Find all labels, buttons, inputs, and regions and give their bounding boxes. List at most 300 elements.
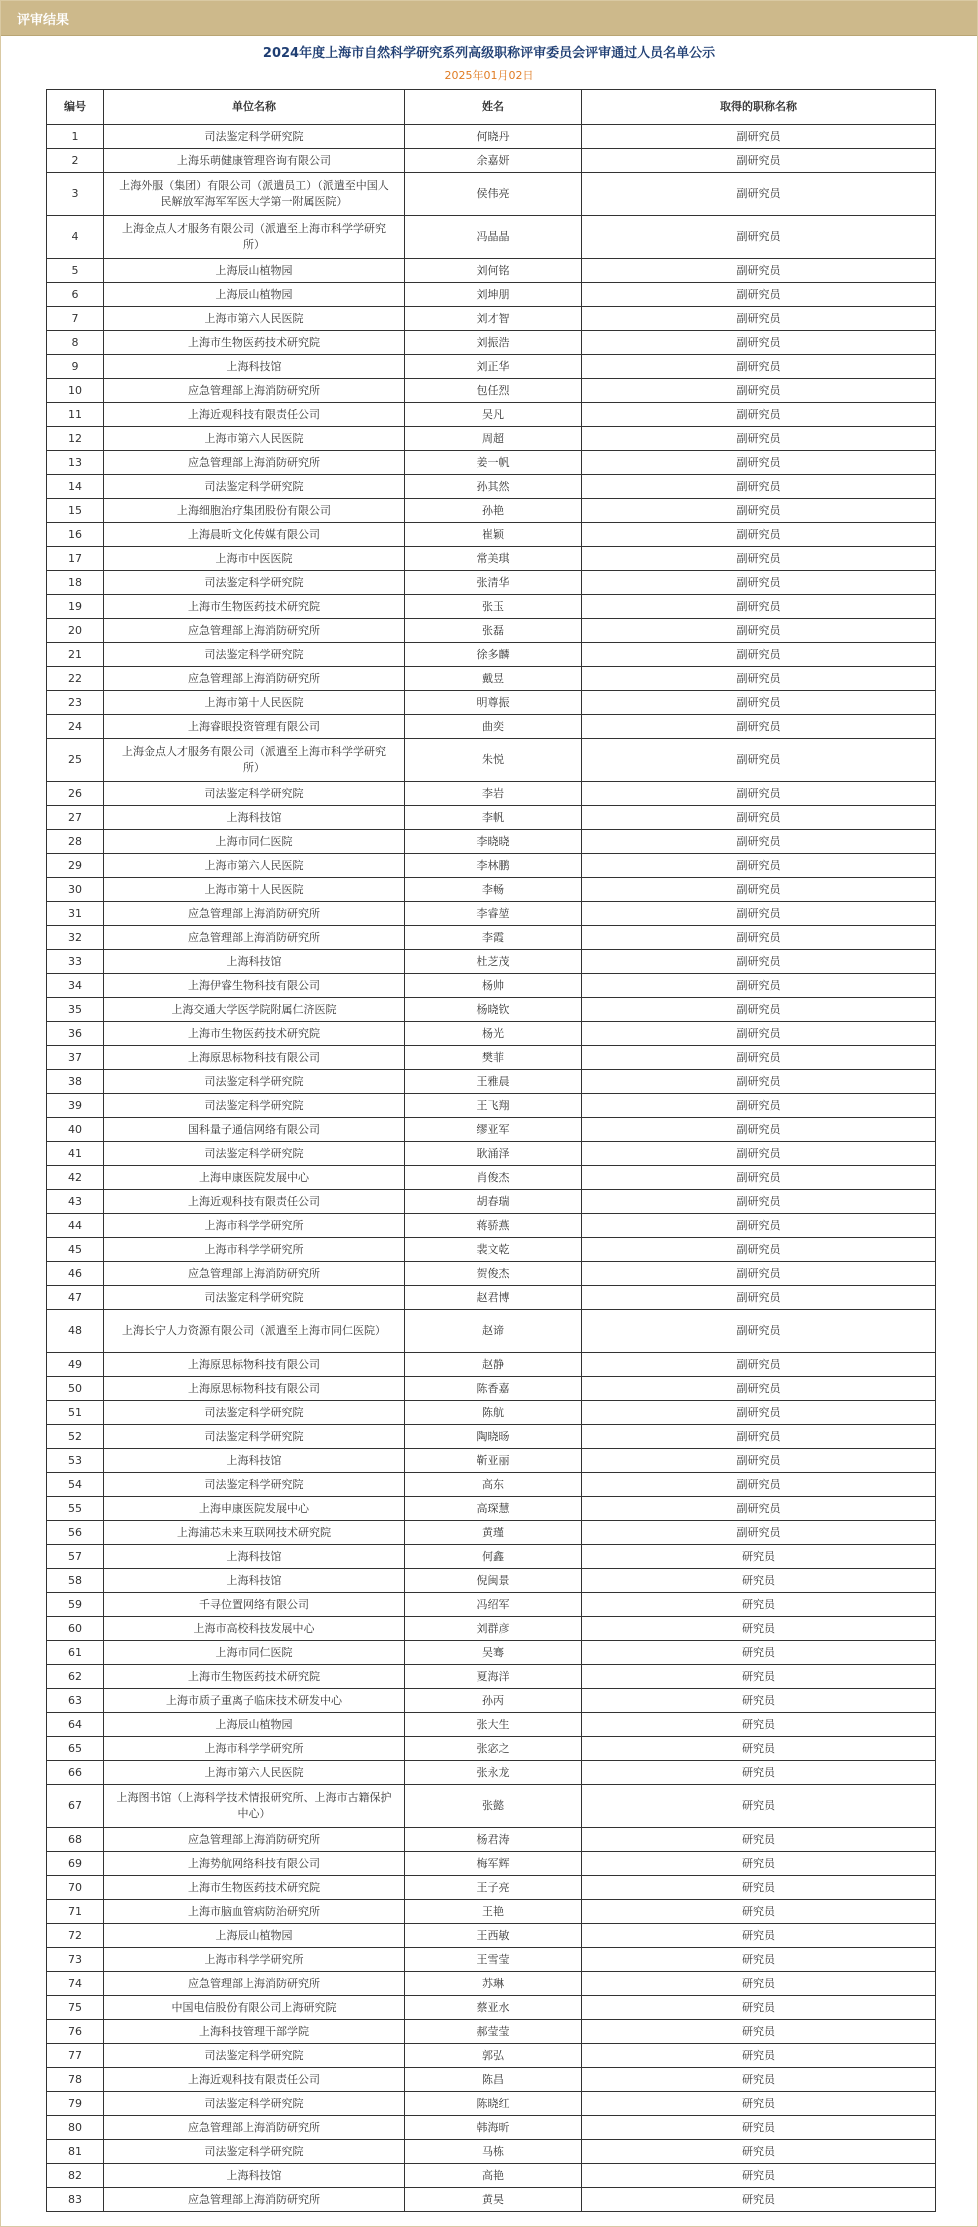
row-title: 副研究员	[582, 571, 936, 595]
row-name: 苏琳	[405, 1972, 582, 1996]
row-unit: 上海辰山植物园	[104, 283, 405, 307]
row-unit: 司法鉴定科学研究院	[104, 2092, 405, 2116]
row-title: 副研究员	[582, 974, 936, 998]
row-title: 副研究员	[582, 523, 936, 547]
row-name: 张懿	[405, 1785, 582, 1828]
row-unit: 上海市生物医药技术研究院	[104, 1022, 405, 1046]
row-unit: 上海长宁人力资源有限公司（派遣至上海市同仁医院）	[104, 1310, 405, 1353]
table-row	[47, 1900, 936, 1924]
row-unit: 司法鉴定科学研究院	[104, 1094, 405, 1118]
table-row	[47, 427, 936, 451]
row-name: 张宓之	[405, 1737, 582, 1761]
row-title: 副研究员	[582, 1310, 936, 1353]
row-name: 陶晓旸	[405, 1425, 582, 1449]
table-row	[47, 1046, 936, 1070]
row-name: 樊菲	[405, 1046, 582, 1070]
row-number: 38	[47, 1070, 104, 1094]
row-unit: 上海市高校科技发展中心	[104, 1617, 405, 1641]
table-row	[47, 1948, 936, 1972]
table-row	[47, 1737, 936, 1761]
row-title: 副研究员	[582, 1449, 936, 1473]
row-name: 朱悦	[405, 739, 582, 782]
row-unit: 上海市第十人民医院	[104, 878, 405, 902]
row-number: 8	[47, 331, 104, 355]
row-name: 张永龙	[405, 1761, 582, 1785]
row-title: 副研究员	[582, 499, 936, 523]
row-number: 20	[47, 619, 104, 643]
row-name: 高艳	[405, 2164, 582, 2188]
row-name: 侯伟亮	[405, 173, 582, 216]
row-title: 副研究员	[582, 739, 936, 782]
row-name: 胡春瑞	[405, 1190, 582, 1214]
row-name: 吴凡	[405, 403, 582, 427]
row-unit: 中国电信股份有限公司上海研究院	[104, 1996, 405, 2020]
table-row	[47, 950, 936, 974]
row-unit: 上海市科学学研究所	[104, 1737, 405, 1761]
row-title: 副研究员	[582, 782, 936, 806]
row-title: 研究员	[582, 2044, 936, 2068]
row-unit: 上海近观科技有限责任公司	[104, 2068, 405, 2092]
row-number: 67	[47, 1785, 104, 1828]
table-row	[47, 216, 936, 259]
table-row	[47, 902, 936, 926]
row-name: 杜芝茂	[405, 950, 582, 974]
row-number: 19	[47, 595, 104, 619]
row-unit: 应急管理部上海消防研究所	[104, 379, 405, 403]
table-row	[47, 1238, 936, 1262]
row-title: 研究员	[582, 1569, 936, 1593]
row-title: 研究员	[582, 2020, 936, 2044]
row-number: 27	[47, 806, 104, 830]
row-unit: 上海科技馆	[104, 1545, 405, 1569]
row-name: 李霞	[405, 926, 582, 950]
row-number: 36	[47, 1022, 104, 1046]
table-row	[47, 1545, 936, 1569]
row-name: 贺俊杰	[405, 1262, 582, 1286]
table-row	[47, 1569, 936, 1593]
row-title: 副研究员	[582, 307, 936, 331]
row-name: 刘振浩	[405, 331, 582, 355]
row-title: 副研究员	[582, 475, 936, 499]
row-number: 31	[47, 902, 104, 926]
row-name: 李帆	[405, 806, 582, 830]
row-unit: 上海市同仁医院	[104, 1641, 405, 1665]
table-row	[47, 854, 936, 878]
table-row	[47, 173, 936, 216]
row-number: 34	[47, 974, 104, 998]
row-unit: 上海睿眼投资管理有限公司	[104, 715, 405, 739]
row-unit: 上海市科学学研究所	[104, 1948, 405, 1972]
row-title: 副研究员	[582, 1142, 936, 1166]
row-title: 副研究员	[582, 1070, 936, 1094]
row-name: 靳亚丽	[405, 1449, 582, 1473]
row-number: 73	[47, 1948, 104, 1972]
table-row	[47, 1497, 936, 1521]
row-number: 51	[47, 1401, 104, 1425]
row-name: 李睿堃	[405, 902, 582, 926]
row-title: 研究员	[582, 1593, 936, 1617]
row-name: 冯绍军	[405, 1593, 582, 1617]
table-row	[47, 1972, 936, 1996]
row-unit: 上海市第六人民医院	[104, 427, 405, 451]
row-unit: 上海科技馆	[104, 806, 405, 830]
table-row	[47, 595, 936, 619]
row-number: 25	[47, 739, 104, 782]
row-unit: 上海市生物医药技术研究院	[104, 1876, 405, 1900]
row-unit: 上海乐萌健康管理咨询有限公司	[104, 149, 405, 173]
row-unit: 上海细胞治疗集团股份有限公司	[104, 499, 405, 523]
row-title: 研究员	[582, 1924, 936, 1948]
table-row	[47, 451, 936, 475]
row-unit: 上海外服（集团）有限公司（派遣员工）（派遣至中国人民解放军海军军医大学第一附属医院）	[104, 173, 405, 216]
row-unit: 应急管理部上海消防研究所	[104, 1262, 405, 1286]
row-unit: 司法鉴定科学研究院	[104, 1286, 405, 1310]
row-title: 研究员	[582, 1641, 936, 1665]
table-row	[47, 283, 936, 307]
row-unit: 上海势航网络科技有限公司	[104, 1852, 405, 1876]
row-number: 40	[47, 1118, 104, 1142]
row-unit: 应急管理部上海消防研究所	[104, 451, 405, 475]
row-name: 周超	[405, 427, 582, 451]
row-title: 副研究员	[582, 667, 936, 691]
row-unit: 上海交通大学医学院附属仁济医院	[104, 998, 405, 1022]
row-unit: 应急管理部上海消防研究所	[104, 926, 405, 950]
table-row	[47, 2092, 936, 2116]
row-number: 9	[47, 355, 104, 379]
table-row	[47, 547, 936, 571]
row-title: 研究员	[582, 1785, 936, 1828]
row-name: 刘坤朋	[405, 283, 582, 307]
section-header-label: 评审结果	[17, 12, 70, 28]
row-number: 29	[47, 854, 104, 878]
row-title: 副研究员	[582, 283, 936, 307]
row-number: 30	[47, 878, 104, 902]
row-unit: 上海图书馆（上海科学技术情报研究所、上海市古籍保护中心）	[104, 1785, 405, 1828]
table-row	[47, 1473, 936, 1497]
row-number: 48	[47, 1310, 104, 1353]
row-title: 副研究员	[582, 878, 936, 902]
row-unit: 上海申康医院发展中心	[104, 1166, 405, 1190]
row-name: 倪闽景	[405, 1569, 582, 1593]
row-name: 冯晶晶	[405, 216, 582, 259]
table-row	[47, 1094, 936, 1118]
table-header-row	[47, 90, 936, 125]
row-title: 研究员	[582, 1852, 936, 1876]
row-unit: 上海市生物医药技术研究院	[104, 1665, 405, 1689]
row-number: 79	[47, 2092, 104, 2116]
table-row	[47, 830, 936, 854]
row-unit: 上海市同仁医院	[104, 830, 405, 854]
row-title: 副研究员	[582, 547, 936, 571]
table-row	[47, 1377, 936, 1401]
table-row	[47, 1353, 936, 1377]
row-title: 研究员	[582, 1713, 936, 1737]
row-title: 研究员	[582, 1900, 936, 1924]
row-number: 59	[47, 1593, 104, 1617]
row-name: 杨君涛	[405, 1828, 582, 1852]
row-title: 副研究员	[582, 355, 936, 379]
table-row	[47, 1593, 936, 1617]
row-number: 47	[47, 1286, 104, 1310]
row-name: 刘何铭	[405, 259, 582, 283]
table-row	[47, 307, 936, 331]
row-name: 陈香嘉	[405, 1377, 582, 1401]
row-unit: 司法鉴定科学研究院	[104, 1142, 405, 1166]
table-row	[47, 1070, 936, 1094]
row-number: 4	[47, 216, 104, 259]
row-number: 63	[47, 1689, 104, 1713]
row-unit: 上海科技馆	[104, 2164, 405, 2188]
table-row	[47, 523, 936, 547]
row-number: 65	[47, 1737, 104, 1761]
table-row	[47, 331, 936, 355]
table-row	[47, 1876, 936, 1900]
row-name: 郭弘	[405, 2044, 582, 2068]
row-name: 余嘉妍	[405, 149, 582, 173]
row-unit: 司法鉴定科学研究院	[104, 643, 405, 667]
row-name: 李晓晓	[405, 830, 582, 854]
table-row	[47, 1617, 936, 1641]
row-name: 明尊振	[405, 691, 582, 715]
row-number: 75	[47, 1996, 104, 2020]
row-number: 17	[47, 547, 104, 571]
row-unit: 上海市科学学研究所	[104, 1214, 405, 1238]
row-title: 研究员	[582, 1737, 936, 1761]
row-unit: 上海市第十人民医院	[104, 691, 405, 715]
row-name: 杨晓钦	[405, 998, 582, 1022]
row-number: 3	[47, 173, 104, 216]
row-number: 45	[47, 1238, 104, 1262]
row-title: 副研究员	[582, 1262, 936, 1286]
row-name: 陈晓红	[405, 2092, 582, 2116]
row-title: 研究员	[582, 1948, 936, 1972]
row-title: 研究员	[582, 1828, 936, 1852]
row-number: 21	[47, 643, 104, 667]
row-name: 陈昌	[405, 2068, 582, 2092]
row-name: 杨帅	[405, 974, 582, 998]
row-unit: 司法鉴定科学研究院	[104, 571, 405, 595]
row-name: 夏海洋	[405, 1665, 582, 1689]
row-number: 82	[47, 2164, 104, 2188]
row-title: 副研究员	[582, 1377, 936, 1401]
row-number: 24	[47, 715, 104, 739]
table-row	[47, 403, 936, 427]
row-number: 13	[47, 451, 104, 475]
row-number: 77	[47, 2044, 104, 2068]
row-title: 副研究员	[582, 1473, 936, 1497]
row-title: 副研究员	[582, 379, 936, 403]
result-table	[46, 89, 936, 2212]
row-name: 韩海昕	[405, 2116, 582, 2140]
row-name: 赵静	[405, 1353, 582, 1377]
table-row	[47, 1262, 936, 1286]
row-unit: 司法鉴定科学研究院	[104, 1425, 405, 1449]
row-title: 研究员	[582, 2068, 936, 2092]
row-unit: 上海市生物医药技术研究院	[104, 595, 405, 619]
table-row	[47, 1118, 936, 1142]
row-name: 高东	[405, 1473, 582, 1497]
table-row	[47, 125, 936, 149]
row-name: 蒋骄燕	[405, 1214, 582, 1238]
row-title: 研究员	[582, 2164, 936, 2188]
row-number: 44	[47, 1214, 104, 1238]
row-name: 李林鹏	[405, 854, 582, 878]
table-row	[47, 2188, 936, 2212]
row-title: 副研究员	[582, 902, 936, 926]
row-number: 37	[47, 1046, 104, 1070]
row-title: 副研究员	[582, 1190, 936, 1214]
row-number: 41	[47, 1142, 104, 1166]
row-title: 副研究员	[582, 830, 936, 854]
row-name: 吴骞	[405, 1641, 582, 1665]
row-title: 副研究员	[582, 1118, 936, 1142]
row-unit: 上海科技管理干部学院	[104, 2020, 405, 2044]
table-row	[47, 1425, 936, 1449]
row-title: 副研究员	[582, 216, 936, 259]
row-unit: 上海科技馆	[104, 950, 405, 974]
table-row	[47, 1785, 936, 1828]
row-unit: 应急管理部上海消防研究所	[104, 1972, 405, 1996]
row-unit: 司法鉴定科学研究院	[104, 1070, 405, 1094]
table-row	[47, 806, 936, 830]
table-row	[47, 1310, 936, 1353]
row-title: 副研究员	[582, 643, 936, 667]
table-row	[47, 998, 936, 1022]
table-row	[47, 355, 936, 379]
table-row	[47, 1190, 936, 1214]
table-row	[47, 1449, 936, 1473]
row-unit: 司法鉴定科学研究院	[104, 1473, 405, 1497]
row-title: 副研究员	[582, 451, 936, 475]
row-number: 39	[47, 1094, 104, 1118]
row-name: 王飞翔	[405, 1094, 582, 1118]
row-unit: 上海市脑血管病防治研究所	[104, 1900, 405, 1924]
section-header	[1, 1, 977, 36]
row-name: 张玉	[405, 595, 582, 619]
row-name: 何晓丹	[405, 125, 582, 149]
table-row	[47, 1022, 936, 1046]
row-title: 研究员	[582, 1996, 936, 2020]
row-unit: 应急管理部上海消防研究所	[104, 619, 405, 643]
table-row	[47, 259, 936, 283]
row-title: 研究员	[582, 1689, 936, 1713]
row-number: 23	[47, 691, 104, 715]
row-number: 22	[47, 667, 104, 691]
row-unit: 应急管理部上海消防研究所	[104, 1828, 405, 1852]
row-name: 张磊	[405, 619, 582, 643]
row-number: 53	[47, 1449, 104, 1473]
table-row	[47, 1641, 936, 1665]
table-row	[47, 2164, 936, 2188]
row-unit: 上海市中医医院	[104, 547, 405, 571]
row-number: 70	[47, 1876, 104, 1900]
row-name: 黄昊	[405, 2188, 582, 2212]
row-name: 李畅	[405, 878, 582, 902]
row-unit: 上海市第六人民医院	[104, 307, 405, 331]
row-number: 5	[47, 259, 104, 283]
row-name: 姜一帆	[405, 451, 582, 475]
row-title: 副研究员	[582, 691, 936, 715]
row-title: 副研究员	[582, 1286, 936, 1310]
row-unit: 应急管理部上海消防研究所	[104, 667, 405, 691]
row-unit: 上海市第六人民医院	[104, 1761, 405, 1785]
row-unit: 上海市质子重离子临床技术研发中心	[104, 1689, 405, 1713]
row-number: 78	[47, 2068, 104, 2092]
row-title: 副研究员	[582, 854, 936, 878]
row-name: 王雪莹	[405, 1948, 582, 1972]
row-number: 10	[47, 379, 104, 403]
row-name: 陈航	[405, 1401, 582, 1425]
row-unit: 上海市科学学研究所	[104, 1238, 405, 1262]
row-unit: 上海申康医院发展中心	[104, 1497, 405, 1521]
row-number: 33	[47, 950, 104, 974]
row-title: 副研究员	[582, 619, 936, 643]
row-name: 王艳	[405, 1900, 582, 1924]
row-number: 76	[47, 2020, 104, 2044]
row-unit: 应急管理部上海消防研究所	[104, 2116, 405, 2140]
row-title: 副研究员	[582, 715, 936, 739]
row-title: 研究员	[582, 1545, 936, 1569]
row-title: 研究员	[582, 2092, 936, 2116]
row-number: 52	[47, 1425, 104, 1449]
row-name: 徐多麟	[405, 643, 582, 667]
row-name: 刘群彦	[405, 1617, 582, 1641]
table-row	[47, 149, 936, 173]
row-number: 50	[47, 1377, 104, 1401]
table-row	[47, 926, 936, 950]
table-row	[47, 715, 936, 739]
row-number: 14	[47, 475, 104, 499]
page-title: 2024年度上海市自然科学研究系列高级职称评审委员会评审通过人员名单公示	[262, 46, 716, 61]
table-row	[47, 1689, 936, 1713]
table-row	[47, 475, 936, 499]
row-title: 副研究员	[582, 1238, 936, 1262]
row-unit: 上海市生物医药技术研究院	[104, 331, 405, 355]
table-row	[47, 2068, 936, 2092]
row-number: 61	[47, 1641, 104, 1665]
row-number: 81	[47, 2140, 104, 2164]
row-name: 杨光	[405, 1022, 582, 1046]
row-title: 研究员	[582, 2188, 936, 2212]
row-name: 刘正华	[405, 355, 582, 379]
row-name: 何鑫	[405, 1545, 582, 1569]
row-number: 80	[47, 2116, 104, 2140]
table-row	[47, 1713, 936, 1737]
row-number: 69	[47, 1852, 104, 1876]
row-number: 56	[47, 1521, 104, 1545]
row-title: 研究员	[582, 1876, 936, 1900]
row-unit: 千寻位置网络有限公司	[104, 1593, 405, 1617]
table-row	[47, 1286, 936, 1310]
row-unit: 上海辰山植物园	[104, 1924, 405, 1948]
row-number: 11	[47, 403, 104, 427]
row-name: 戴昱	[405, 667, 582, 691]
table-row	[47, 1521, 936, 1545]
table-row	[47, 667, 936, 691]
row-title: 副研究员	[582, 1022, 936, 1046]
row-number: 49	[47, 1353, 104, 1377]
row-number: 64	[47, 1713, 104, 1737]
row-title: 研究员	[582, 2140, 936, 2164]
row-name: 曲奕	[405, 715, 582, 739]
row-number: 12	[47, 427, 104, 451]
column-header: 单位名称	[104, 90, 405, 125]
row-title: 副研究员	[582, 1521, 936, 1545]
table-row	[47, 739, 936, 782]
row-title: 研究员	[582, 2116, 936, 2140]
table-row	[47, 499, 936, 523]
row-unit: 司法鉴定科学研究院	[104, 1401, 405, 1425]
